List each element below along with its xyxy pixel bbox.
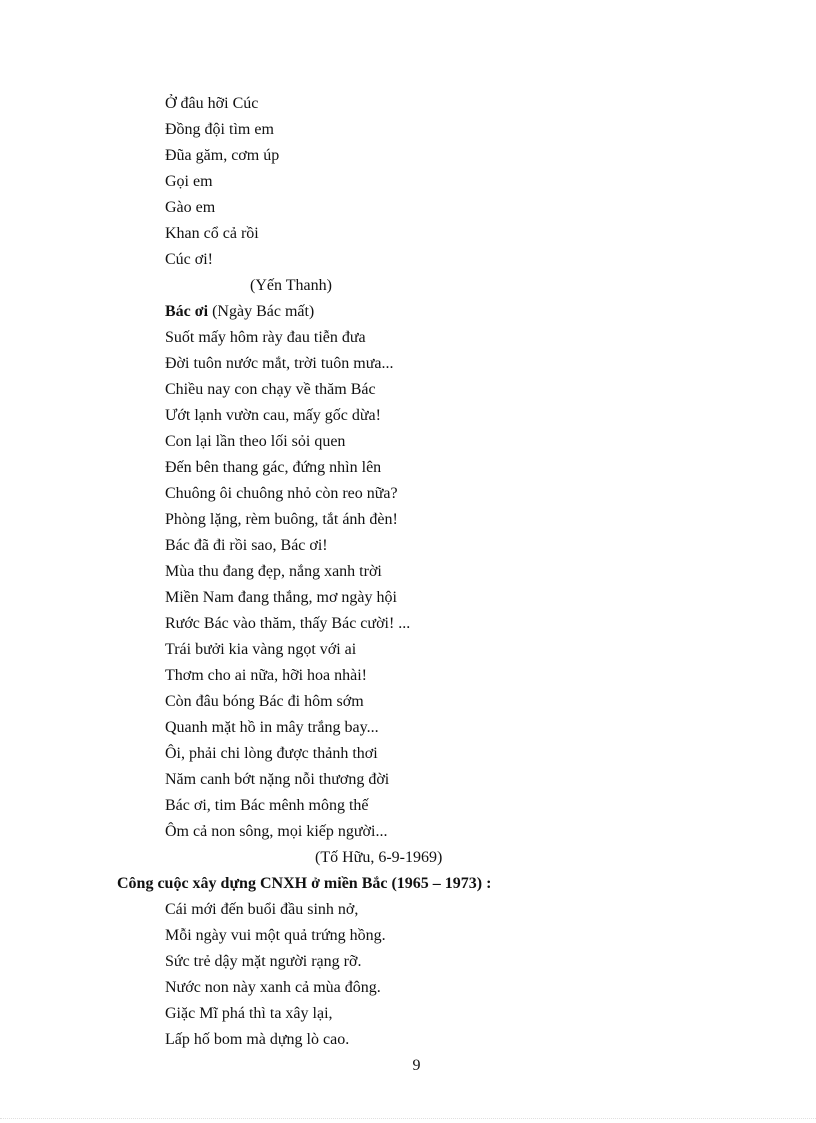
poem-line: Mùa thu đang đẹp, nắng xanh trời: [165, 563, 382, 580]
footer-divider: [0, 1118, 816, 1119]
poem-line: Giặc Mĩ phá thì ta xây lại,: [165, 1005, 333, 1022]
poem-line: Chiều nay con chạy về thăm Bác: [165, 381, 376, 398]
poem-line: Lấp hố bom mà dựng lò cao.: [165, 1031, 350, 1048]
poem-line: Ôm cả non sông, mọi kiếp người...: [165, 823, 388, 840]
poem-line: Con lại lần theo lối sỏi quen: [165, 433, 346, 450]
poem-title: Bác ơi: [165, 303, 209, 320]
poem-attribution: (Yến Thanh): [250, 277, 332, 294]
poem-line: Cái mới đến buổi đầu sinh nở,: [165, 901, 359, 918]
poem-line: Bác ơi, tim Bác mênh mông thế: [165, 797, 369, 814]
poem-line: Cúc ơi!: [165, 251, 214, 268]
poem-line: Gào em: [165, 199, 216, 216]
poem-line: Đời tuôn nước mắt, trời tuôn mưa...: [165, 355, 394, 372]
poem-line: Ướt lạnh vườn cau, mấy gốc dừa!: [165, 407, 381, 424]
poem-line: Trái bưởi kia vàng ngọt với ai: [165, 641, 357, 658]
poem-line: Suốt mấy hôm rày đau tiễn đưa: [165, 329, 366, 346]
poem-line: Đũa găm, cơm úp: [165, 147, 280, 164]
poem-line: Chuông ôi chuông nhỏ còn reo nữa?: [165, 485, 398, 502]
poem-line: Phòng lặng, rèm buông, tắt ánh đèn!: [165, 511, 398, 528]
poem-line: Đồng đội tìm em: [165, 121, 274, 138]
poem-line: Ở đâu hỡi Cúc: [165, 95, 259, 112]
poem-line: Đến bên thang gác, đứng nhìn lên: [165, 459, 382, 476]
poem-line: Miền Nam đang thắng, mơ ngày hội: [165, 589, 397, 606]
section-heading: Công cuộc xây dựng CNXH ở miền Bắc (1965 – 1973) :: [117, 875, 492, 892]
poem-subtitle: (Ngày Bác mất): [208, 303, 315, 320]
poem-line: Rước Bác vào thăm, thấy Bác cười! ...: [165, 615, 411, 632]
poem-line: Năm canh bớt nặng nỗi thương đời: [165, 771, 390, 788]
poem-line: Mỗi ngày vui một quả trứng hồng.: [165, 927, 386, 944]
poem-line: Thơm cho ai nữa, hỡi hoa nhài!: [165, 667, 367, 684]
poem-line: Nước non này xanh cả mùa đông.: [165, 979, 381, 996]
poem-title-line: [165, 302, 314, 322]
poem-line: Quanh mặt hồ in mây trắng bay...: [165, 719, 379, 736]
poem-line: Sức trẻ dậy mặt người rạng rỡ.: [165, 953, 362, 970]
page-number: 9: [412, 1057, 421, 1074]
poem-line: Gọi em: [165, 173, 213, 190]
poem-line: Khan cổ cả rồi: [165, 225, 259, 242]
poem-attribution: (Tố Hữu, 6-9-1969): [315, 849, 443, 866]
poem-line: Bác đã đi rồi sao, Bác ơi!: [165, 537, 328, 554]
poem-line: Còn đâu bóng Bác đi hôm sớm: [165, 693, 364, 710]
poem-line: Ôi, phải chi lòng được thảnh thơi: [165, 745, 378, 762]
